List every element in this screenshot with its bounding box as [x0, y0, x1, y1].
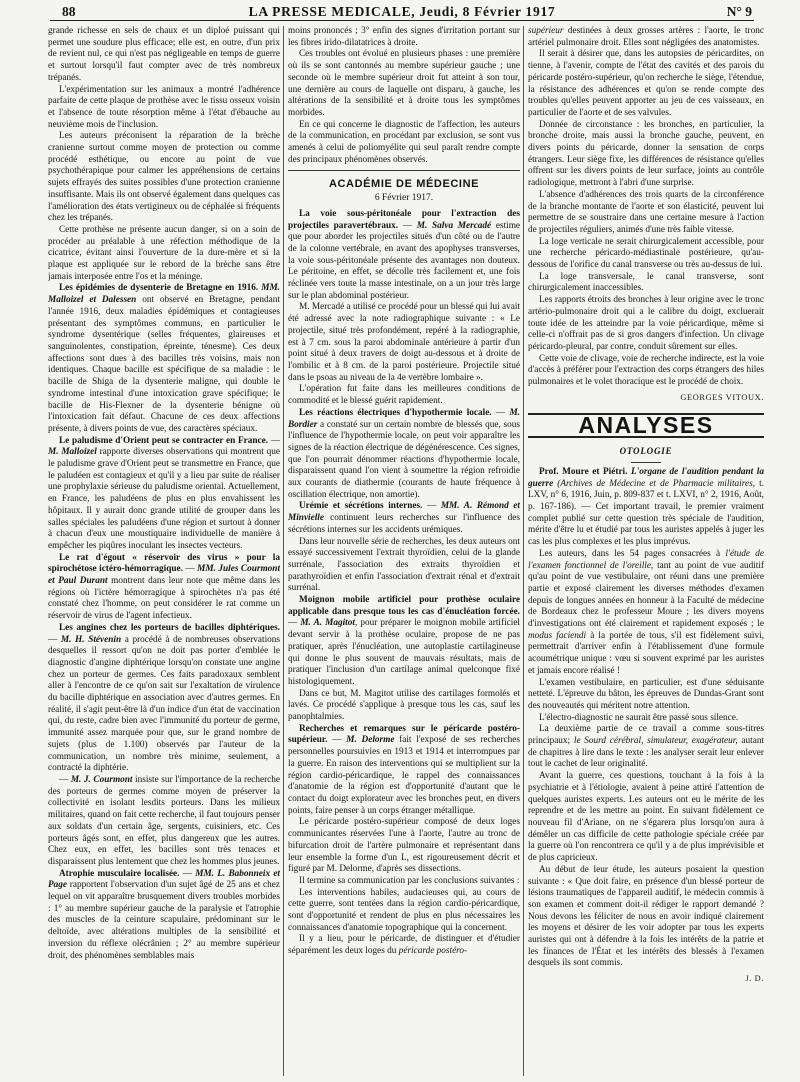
paragraph: En ce qui concerne le diagnostic de l'affection, les auteurs de la communication, en procédant par exclusion, se sont vus amenés à celui de poliomyélite qui seul paraît rendre compte des principaux phénomènes observés. — [288, 119, 520, 165]
paragraph-text: Les auteurs, dans les 54 pages consacrées à — [539, 548, 721, 559]
paragraph: Dans ce but, M. Magitot utilise des cartilages formolés et lavés. Ce procédé s'applique à presque tous les cas, sauf les panophtalmies. — [288, 688, 520, 723]
article-text: a procédé à de nombreuses observations desquelles il ressort qu'on ne doit pas porter d'emblée le diagnostic d'angine diphtérique lorsqu'on constate une angine chez un porteur de germes. Ces faits paradoxaux semblent aller à l'encontre de ce qu'on sait sur l'exaltation de virulence du bacille diphtérique en association avec d'autres germes. En réalité, il s'agit peut-être là d'un indice d'un état de vaccination qui, du reste, cadre bien avec l'immunité du porteur de germe, immunité assez marquée pour que, sur le grand nombre de sujets (plus de 1.100) observés par l'auteur de la communication, un nombre très minime, seulement, a contracté la diphtérie. — [48, 634, 280, 774]
paragraph: La loge transversale, le canal transverse, sont chirurgicalement inaccessibles. — [528, 271, 764, 294]
paragraph: Au début de leur étude, les auteurs posaient la question suivante : « Que doit faire, en présence d'un blessé porteur de lésions traumatiques de l'appareil auditif, le médecin commis à son examen et comment doit-il rédiger le rapport demandé ? Nous devons les féliciter de nous en avoir indiqué clairement les moyens et désirer de les voir adopter par tous les experts auristes qui ont à défendre à la fois les intérêts de la patrie et les finances de l'État et les intérêts des blessés à l'examen desquels ils sont commis. — [528, 864, 764, 969]
paragraph: L'examen vestibulaire, en particulier, est d'une séduisante netteté. L'épreuve du bâton, les épreuves de Dundas-Grant sont des nouveautés qui méritent notre attention. — [528, 677, 764, 711]
paragraph: grande richesse en sels de chaux et un diploé puissant qui permet une soudure plus efficace; elle est, en outre, d'un prix de revient nul, ce qui n'est pas négligeable en temps de guerre et surtout lorsqu'il faut compter avec de très nombreux trépanés. — [48, 26, 280, 83]
article: La voie sous-péritonéale pour l'extraction des projectiles paravertébraux. — M. Salva Mercadé estime que pour aborder les projectiles situés d'un côté ou de l'autre de la colonne vertébrale, en avant des apophyses transverses, la voie sous-péritonéale présente des avantages non douteux. Le péritoine, en effet, se décolle très facilement et, une fois réclinée vers toute la masse intestinale, on a un jour très large sur le plan abdominal postérieur. — [288, 208, 520, 301]
article-authors: M. H. Stévenin — [60, 634, 122, 645]
column-2 — [288, 26, 520, 1076]
paragraph: L'électro-diagnostic ne saurait être passé sous silence. — [539, 712, 739, 723]
article-authors: M. A. Magitot — [300, 618, 355, 629]
article-authors: M. Bordier — [288, 407, 520, 430]
article-title: Atrophie musculaire localisée. — [59, 868, 180, 879]
article-text: estime que pour aborder les projectiles situés d'un côté ou de l'autre de la colonne vertébrale, en avant des apophyses transverses, la voie sous-péritonéale présente des avantages non douteux. Le péritoine, en effet, se décolle très facilement et, une fois réclinée vers toute la masse intestinale, on a un jour très large sur le plan abdominal postérieur. — [288, 220, 520, 301]
journal-title: LA PRESSE MEDICALE, Jeudi, 8 Février 1917 — [248, 4, 556, 19]
review-text: t. LXV, n° 6, 1916, Juin, p. 809-837 et t. LXVI, n° 2, 1916, Août, p. 167-186). — Cet important travail, le premier vraiment complet publié sur cette question très spéciale de l'audition, mérite d'être lu et étudié par tous les auristes appelés à juger les cas les plus complexes et les plus imprévus. — [528, 478, 764, 548]
paragraph: La loge verticale ne serait chirurgicalement accessible, pour une recherche péricardo-médiastinale postérieure, qu'au-dessous de l'orifice du canal transverse ou très au-dessus de lui. — [528, 236, 764, 271]
paragraph-emphasis: l'étude de l'examen fonctionnel de l'oreille, — [528, 548, 764, 571]
article-authors: MM. L. Babonneix et Page — [48, 868, 280, 891]
author-signature: J. D. — [745, 974, 764, 984]
article: Atrophie musculaire localisée. — MM. L. Babonneix et Page rapportent l'observation d'un sujet âgé de 25 ans et chez lequel on vit apparaître brusquement divers troubles morbides : 1° au membre supérieur gauche de la paralysie et l'atrophie des muscles de la ceinture scapulaire, prédominant sur le deltoïde, avec altérations multiples de la sensibilité et inversion du réflexe olécrânien ; 2° au membre supérieur droit, des phénomènes semblables mais — [48, 868, 280, 961]
paragraph: Il serait à désirer que, dans les autopsies de péricardites, on tienne, à l'avenir, compte de l'état des cavités et des parois du péricarde postéro-supérieur, qu'on recherche le siège, l'étendue, la résistance des adhérences et qu'on se rende compte des troubles qu'elles peuvent apporter au jeu de ces vaisseaux, en particulier de l'aorte et de ses valvules. — [528, 49, 764, 118]
author-signature: GEORGES VITOUX. — [680, 392, 764, 402]
article-authors: MM. A. Rémond et Minvielle — [288, 501, 520, 524]
running-header — [50, 0, 754, 21]
paragraph: M. Mercadé a utilisé ce procédé pour un blessé qui lui avait été adressé avec la note radiographique suivante : « Le projectile, situé très profondément, repéré à la radiographie, est à 7 cm. sous la paroi abdominale antérieure à partir d'un point situé à deux travers de doigt au-dessous et à droite de l'ombilic et à 8 cm. de la paroi postérieure. Projectile situé dans le psoas au niveau de la 4e vertèbre lombaire ». — [288, 302, 520, 383]
issue-number: N° 9 — [726, 4, 752, 19]
paragraph: Les auteurs préconisent la réparation de la brèche cranienne surtout comme moyen de protection ou comme procédé esthétique, ou encore au point de vue psychothérapique pour calmer les appréhensions de certains sujets effrayés des suites possibles d'une protection cranienne insuffisante. Mais ils ont observé également dans quelques cas l'amélioration des états vertigineux ou de céphalée si fréquents chez les trépanés. — [48, 131, 280, 224]
article-title: Le rat d'égout « réservoir des virus » pour la spirochétose ictéro-hémorragique. — [48, 552, 280, 575]
paragraph: Avant la guerre, ces questions, touchant à la fois à la psychiatrie et à l'étiologie, avaient à peine attiré l'attention de quelques auristes experts. Les auteurs ont eu le mérite de les reprendre et de les mettre au point. En suivant fidèlement ce nouveau fil d'Ariane, on ne s'égarera plus lorsqu'on aura à démêler un cas difficile de cette pathologie spéciale créée par la guerre où l'on rencontrera ce qu'il y a de plus imprévisible et de plus capricieux. — [528, 771, 764, 864]
article-title: Le paludisme d'Orient peut se contracter en France. — [59, 435, 269, 446]
section-banner: ANALYSES — [528, 413, 764, 439]
paragraph — [528, 26, 764, 49]
article: Le rat d'égout « réservoir des virus » pour la spirochétose ictéro-hémorragique. — MM. Jules Courmont et Paul Durant montrent dans leur note que même dans les régions où l'ictère hémorragique à spirochètes n'a pas été constaté chez l'homme, on peut considérer le rat comme un réservoir de virus de l'agent infectieux. — [48, 552, 280, 622]
paragraph-emphasis: péricarde postéro- — [398, 946, 468, 957]
paragraph-text: tant au point de vue auditif qu'au point de vue vestibulaire, ont réuni dans une première partie et exposé clairement les diverses méthodes d'examen depuis de longues années en honneur à la Faculté de médecine de Bordeaux chez le professeur Moure ; les divers moyens d'investigations ont été clairement et rapidement exposés ; le — [528, 560, 764, 630]
paragraph: Cette prothèse ne présente aucun danger, si on a soin de procéder au préalable à une réfection méthodique de la cicatrice, évitant ainsi l'ouverture de la dure-mère et si la plaque est appliquée sur le rebord de la brèche sans être jamais interposée entre l'os et la méninge. — [48, 224, 280, 282]
article-text: continuent leurs recherches sur l'influence des sécrétions internes sur les accidents urémiques. — [288, 513, 520, 535]
article-title: Les angines chez les porteurs de bacilles diphtériques. — [59, 622, 280, 633]
subsection-heading: OTOLOGIE — [619, 446, 673, 457]
paragraph-emphasis: le Sourd cérébral, simulateur, exagérateur, — [573, 736, 738, 747]
paragraph-text: à la portée de tous, s'il est fidèlement suivi, permettrait d'arriver enfin à l'établissement d'une formule acoumétrique unique : vœu si souvent exprimé par les auristes et jamais encore réalisé ! — [528, 630, 764, 676]
article: — M. J. Courmont insiste sur l'importance de la recherche des porteurs de germes comme moyen de préserver la collectivité en isolant lesdits porteurs. Dans les milieux militaires, quand on fait cette recherche, il faut toujours penser aux soldats d'un certain âge, sergents, cuisiniers, etc. Ces porteurs âgés sont, en effet, plus dangereux que les autres. Chez eux, en effet, les bacilles sont très tenaces et disparaissent plus lentement que chez les hommes plus jeunes. — [48, 775, 280, 867]
article-title: Les épidémies de dysenterie de Bretagne en 1916. — [59, 283, 259, 294]
divider — [631, 462, 661, 463]
paragraph: L'absence d'adhérences des trois quarts de la circonférence de la branche montante de l'aorte et son élasticité, peuvent lui permettre de se soustraire dans une certaine mesure à l'action de projectiles réguliers, animés d'une très faible vitesse. — [528, 189, 764, 235]
paragraph: L'opération fut faite dans les meilleures conditions de commodité et le blessé guérit rapidement. — [288, 384, 520, 407]
article-text: a constaté sur un certain nombre de blessés que, sous l'influence de l'hypothermie locale, on peut voir apparaître les signes de la réaction électrique de dégénérescence. Ces signes, que l'on pourrait dénommer réactions d'hypothermie locale, disparaissent quand l'on vient à soumettre la région refroidie aux courants de diathermie (courants de haute fréquence à oscillation électrique, non amortie). — [288, 419, 520, 500]
paragraph-text: La deuxième partie de ce travail a comme sous-titres principaux; — [528, 724, 764, 747]
column-3 — [528, 26, 764, 1076]
paragraph: L'expérimentation sur les animaux a montré l'adhérence parfaite de cette plaque de prothèse avec le tissu osseux voisin et l'absence de toute résorption même à l'état d'ébauche au neuvième mois de l'inclusion. — [48, 84, 280, 130]
article: Les réactions électriques d'hypothermie locale. — M. Bordier a constaté sur un certain nombre de blessés que, sous l'influence de l'hypothermie locale, on peut voir apparaître les signes de la réaction électrique de dégénérescence. Ces signes, que l'on pourrait dénommer réactions d'hypothermie locale, disparaissent quand l'on vient à soumettre la région refroidie aux courants de diathermie (courants de haute fréquence à oscillation électrique, non amortie). — [288, 407, 520, 500]
review-title: L'organe de l'audition pendant la guerre — [528, 466, 764, 489]
article-text: insiste sur l'importance de la recherche des porteurs de germes comme moyen de préserver la collectivité en isolant lesdits porteurs. Dans les milieux militaires, quand on fait cette recherche, il faut toujours penser aux soldats d'un certain âge, sergents, cuisiniers, etc. Ces porteurs âgés sont, en effet, plus dangereux que les autres. Chez eux, en effet, les bacilles sont très tenaces et disparaissent plus lentement que chez les hommes plus jeunes. — [48, 775, 280, 867]
article-authors: M. Salva Mercadé — [416, 220, 492, 231]
paragraph: Il termine sa communication par les conclusions suivantes : — [299, 875, 520, 886]
section-heading: ACADÉMIE DE MÉDECINE — [288, 170, 520, 191]
paragraph: Cette voie de clivage, voie de recherche indirecte, est la voie d'accès à préférer pour l'extraction des corps étrangers des hiles pulmonaires et le volet thoracique est le procédé de choix. — [528, 353, 764, 388]
article-title: La voie sous-péritonéale pour l'extraction des projectiles paravertébraux. — [288, 208, 520, 231]
article-text: , pour préparer le moignon mobile artificiel devant servir à la prothèse oculaire, propose de ne pas pratiquer, après l'énucléation, une autoplastie cartilagineuse qui donne le plus souvent de mauvais résultats, mais de pratiquer l'inclusion d'un cartilage animal quelconque fixé histologiquement. — [288, 618, 520, 687]
article: Le paludisme d'Orient peut se contracter en France. — M. Malloizel rapporte diverses observations qui montrent que le paludisme grave d'Orient peut se transmettre en France, que le paludéen est contagieux et qu'il y a lieu par suite de réaliser une prophylaxie sérieuse du paludisme oriental. Actuellement, en France, les paludéens de plus en plus envahissent les hôpitaux. Il y aurait donc grande utilité de grouper dans les salles spéciales les paludéens d'une région et surtout à donner à chacun d'eux une moustiquaire individuelle de manière à empêcher les piqûres inoculant les insectes vecteurs. — [48, 435, 280, 551]
review-source: (Archives de Médecine et de Pharmacie militaires, — [557, 478, 756, 489]
article-text: ont observé en Bretagne, pendant l'année 1916, deux maladies épidémiques et contagieuses présentant des symptômes communs, en particulier le syndrome dysentérique (selles fréquentes, glaireuses et sanguinolentes, constipation, épreinte, ténesme). Ces deux affections sont dues à des bacilles très voisins, mais non identiques. Chaque bacille est spécifique de sa maladie : le bacille de Shiga de la dysenterie maligne, qui double le syndrome intestinal d'une intoxication grave spécifique; le bacille de His-Flexner de la dysenterie bénigne où l'intoxication fait défaut. Chacune de ces deux affections présente, à divers points de vue, des caractères spéciaux. — [48, 295, 280, 434]
paragraph: Les rapports étroits des bronches à leur origine avec le tronc artério-pulmonaire droit qui a le calibre du doigt, excluerait toute idée de les atteindre par la voie péricardique, même si celle-ci n'offrait pas de si gros dangers d'infection. Un clivage péricardo-pleural, par contre, conduit sûrement sur elles. — [528, 295, 764, 352]
paragraph: Donnée de circonstance : les bronches, en particulier, la bronche droite, mais aussi la bronche gauche, peuvent, en divers points du péricarde, donner la sensation de corps étrangers. Leur siège fixe, les différences de résistance qu'elles offrent sur les divers points de leur surface, joints au contrôle radiologique, mettront à l'abri d'une surprise. — [528, 119, 764, 189]
paragraph — [288, 934, 520, 957]
article-title: Recherches et remarques sur le péricarde postéro-supérieur. — [288, 723, 520, 746]
article-text: rapportent l'observation d'un sujet âgé de 25 ans et chez lequel on vit apparaître brusquement divers troubles morbides : 1° au membre supérieur gauche de la paralysie et l'atrophie des muscles de la ceinture scapulaire, prédominant sur le deltoïde, avec altérations multiples de la sensibilité et inversion du réflexe olécrânien ; 2° au membre supérieur droit, des phénomènes semblables mais — [48, 880, 280, 961]
paragraph-text: autant de chapitres à lire dans le texte : les analyser serait leur enlever tout le cachet de leur originalité. — [528, 736, 764, 770]
article: Les angines chez les porteurs de bacilles diphtériques. — M. H. Stévenin a procédé à de nombreuses observations desquelles il ressort qu'on ne doit pas porter d'emblée le diagnostic d'angine diphtérique lorsqu'on constate une angine chez un porteur de germes. Ces faits paradoxaux semblent aller à l'encontre de ce qu'on sait sur l'exaltation de virulence du bacille diphtérique en association avec d'autres germes. En réalité, il s'agit peut-être là d'un indice d'un état de vaccination qui, du reste, cadre bien avec l'immunité du porteur de germe, immunité assez marquée pour que, sur le grand nombre de sujets (plus de 1.100) observés par l'auteur de la communication, un nombre très minime, seulement, a contracté la diphtérie. — [48, 622, 280, 774]
paragraph — [528, 724, 764, 771]
article-authors: M. J. Courmont — [70, 775, 133, 785]
paragraph: Dans leur nouvelle série de recherches, les deux auteurs ont essayé successivement l'extrait thyroïdien, celui de la glande surrénale, l'association des extraits thyroïdien et parathyroïdien et enfin l'association d'extrait rénal et d'extrait surrénal. — [288, 536, 520, 594]
article: Urémie et sécrétions internes. — MM. A. Rémond et Minvielle continuent leurs recherches sur l'influence des sécrétions internes sur les accidents urémiques. — [288, 501, 520, 535]
paragraph-emphasis: supérieur — [528, 26, 564, 36]
article-authors: MM. Malloizel et Dalessen — [48, 283, 280, 306]
article — [48, 283, 280, 435]
article-text: montrent dans leur note que même dans les régions où l'ictère hémorragique à spirochètes n'a pas été constaté chez l'homme, on peut considérer le rat comme un réservoir de virus de l'agent infectieux. — [48, 576, 280, 622]
article-authors: MM. Jules Courmont et Paul Durant — [48, 564, 280, 587]
review — [528, 467, 764, 549]
article: Moignon mobile artificiel pour prothèse oculaire applicable dans presque tous les cas d'énucléation forcée. — M. A. Magitot, pour préparer le moignon mobile artificiel devant servir à la prothèse oculaire, propose de ne pas pratiquer, après l'énucléation, une autoplastie cartilagineuse qui donne le plus souvent de mauvais résultats, mais de pratiquer l'inclusion d'un cartilage animal quelconque fixé histologiquement. — [288, 595, 520, 687]
article-text: fait l'exposé de ses recherches personnelles poursuivies en 1913 et 1914 et interrompues par la guerre. En raison des interventions qui se multiplient sur la région cardio-péricardique, le rappel des connaissances d'anatomie de la région est d'opportunité d'autant que le contact du doigt explorateur avec les bronches peut, en divers points, faire penser à un corps étranger métallique. — [288, 735, 520, 816]
paragraph-text: destinées à deux grosses artères : l'aorte, le tronc artériel pulmonaire droit. Elles sont négligées des anatomistes. — [528, 26, 764, 48]
article-authors: M. Malloizel — [48, 447, 97, 458]
page-number: 88 — [62, 4, 76, 19]
paragraph: Les interventions habiles, audacieuses qui, au cours de cette guerre, sont tentées dans la région cardio-péricardique, sont d'opportunité et rendent de plus en plus nécessaires les connaissances d'anatomie topographique qui la concernent. — [288, 887, 520, 933]
article-authors: M. Delorme — [346, 735, 395, 746]
paragraph-emphasis: modus faciendi — [528, 630, 587, 641]
article: Recherches et remarques sur le péricarde postéro-supérieur. — M. Delorme fait l'exposé de ses recherches personnelles poursuivies en 1913 et 1914 et interrompues par la guerre. En raison des interventions qui se multiplient sur la région cardio-péricardique, le rappel des connaissances d'anatomie de la région est d'opportunité d'autant que le contact du doigt explorateur avec les bronches peut, en divers points, faire penser à un corps étranger métallique. — [288, 723, 520, 816]
review-authors: Prof. Moure et Piétri. — [539, 466, 628, 477]
article-title: Les réactions électriques d'hypothermie locale. — [299, 407, 492, 418]
article-title: Moignon mobile artificiel pour prothèse oculaire applicable dans presque tous les cas d'énucléation forcée. — [288, 595, 520, 617]
paragraph: Ces troubles ont évolué en plusieurs phases : une première où ils se sont cantonnés au membre supérieur gauche ; une seconde où le membre supérieur droit fut atteint à son tour, une dernière au cours de laquelle ont disparu, à gauche, les altérations de la sensibilité et à droite tous les symptômes morbides. — [288, 49, 520, 118]
article-title: Urémie et sécrétions internes. — [299, 501, 423, 512]
paragraph: moins prononcés ; 3° enfin des signes d'irritation portant sur les fibres irido-dilatatrices à droite. — [288, 26, 520, 48]
paragraph: Le péricarde postéro-supérieur composé de deux loges communicantes réservées l'une à l'aorte, l'autre au tronc de bifurcation droit de l'artère pulmonaire et représentant dans leur ensemble la forme d'un L, est rigoureusement décrit et figuré par M. Delorme, d'après ses dissections. — [288, 817, 520, 875]
section-date: 6 Février 1917. — [374, 193, 434, 204]
paragraph-text: Il y a lieu, pour le péricarde, de distinguer et d'étudier séparément les deux loges du — [288, 934, 520, 957]
paragraph — [528, 549, 764, 678]
column-rule — [523, 26, 524, 1076]
column-rule — [283, 26, 284, 1076]
column-1 — [48, 26, 280, 1076]
article-text: rapporte diverses observations qui montrent que le paludisme grave d'Orient peut se transmettre en France, que le paludéen est contagieux et qu'il y a lieu par suite de réaliser une prophylaxie sérieuse du paludisme oriental. Actuellement, en France, les paludéens de plus en plus envahissent les hôpitaux. Il y aurait donc grande utilité de grouper dans les salles spéciales les paludéens d'une région et surtout à donner à chacun d'eux une moustiquaire individuelle de manière à empêcher les piqûres inoculant les insectes vecteurs. — [48, 447, 280, 551]
